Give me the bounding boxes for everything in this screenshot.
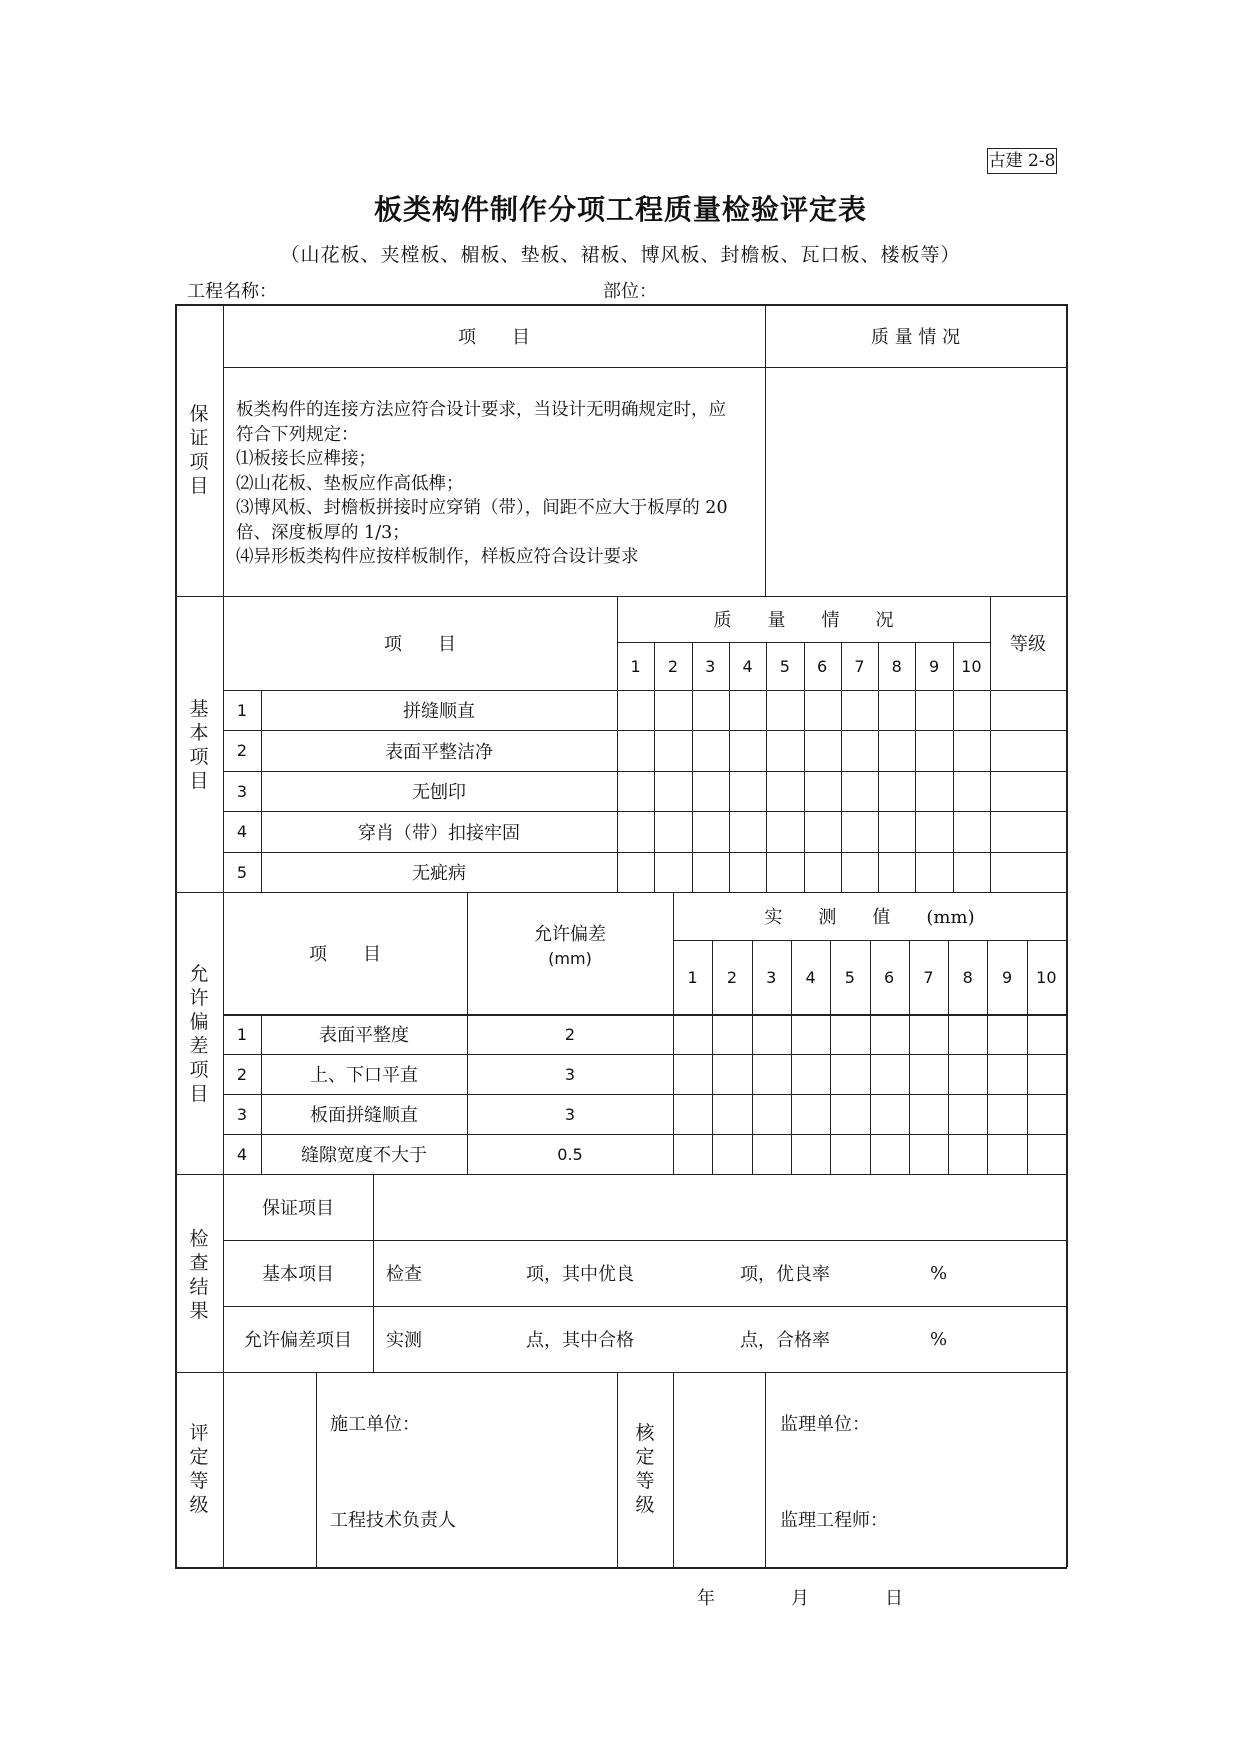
tech-lead-label: 工程技术负责人: [330, 1510, 456, 1531]
form-code: 古建 2-8: [987, 148, 1057, 174]
tolerance-row-value: 3: [564, 1104, 576, 1124]
tolerance-col-label: 2: [726, 967, 738, 987]
date-year: 年: [697, 1588, 715, 1609]
basic-col-label: 1: [630, 656, 641, 676]
basic-col-label: 7: [854, 656, 865, 676]
tolerance-section-label: 允 许 偏 差 项 目: [189, 963, 209, 1105]
date-month: 月: [791, 1588, 809, 1609]
tolerance-row-name: 缝隙宽度不大于: [301, 1145, 427, 1166]
assessment-section-label: 评 定 等 级: [189, 1422, 209, 1516]
tolerance-col-label: 8: [962, 967, 973, 987]
results-basic-label: 基本项目: [262, 1264, 334, 1285]
results-guarantee-label: 保证项目: [262, 1198, 334, 1219]
results-tolerance-measured: 实测: [386, 1330, 422, 1351]
requirement-line: ⑵山花板、垫板应作高低榫；: [236, 473, 464, 494]
tolerance-col-label: 5: [844, 967, 855, 987]
tolerance-col-label: 10: [1036, 967, 1057, 987]
guarantee-section-label: 保 证 项 目: [189, 403, 209, 497]
basic-col-label: 10: [961, 656, 982, 676]
project-name-label: 工程名称：: [187, 281, 277, 302]
results-tolerance-rate: 点，合格率: [740, 1330, 830, 1351]
tolerance-col-label: 1: [687, 967, 698, 987]
basic-row-name: 无刨印: [412, 782, 466, 803]
basic-item-header: 项 目: [384, 634, 456, 655]
tolerance-allow-header: 允许偏差: [534, 924, 606, 945]
results-tolerance-pass: 点，其中合格: [526, 1330, 634, 1351]
basic-row-number: 1: [236, 700, 248, 720]
results-basic-rate: 项，优良率: [740, 1264, 830, 1285]
tolerance-row-number: 2: [236, 1064, 248, 1084]
basic-row-number: 3: [236, 781, 248, 801]
tolerance-col-label: 7: [923, 967, 934, 987]
tolerance-row-value: 2: [564, 1024, 576, 1044]
tolerance-col-label: 4: [805, 967, 816, 987]
basic-col-label: 4: [742, 656, 753, 676]
tolerance-item-header: 项 目: [309, 944, 381, 965]
tolerance-row-number: 4: [236, 1144, 248, 1164]
verify-grade-label: 核 定 等 级: [635, 1422, 655, 1516]
basic-row-name: 无疵病: [412, 863, 466, 884]
basic-row-name: 拼缝顺直: [403, 701, 475, 722]
results-basic-check: 检查: [386, 1264, 422, 1285]
requirement-line: ⑷异形板类构件应按样板制作，样板应符合设计要求: [236, 547, 639, 567]
basic-section-label: 基 本 项 目: [189, 698, 209, 792]
location-label: 部位：: [603, 281, 657, 302]
results-section-label: 检 查 结 果: [189, 1228, 209, 1322]
construction-unit-label: 施工单位：: [330, 1414, 420, 1435]
tolerance-row-value: 3: [564, 1064, 576, 1084]
basic-col-label: 8: [891, 656, 902, 676]
results-tolerance-label: 允许偏差项目: [244, 1330, 352, 1351]
requirement-line: 板类构件的连接方法应符合设计要求，当设计无明确规定时，应: [236, 400, 726, 420]
guarantee-item-header: 项 目: [458, 326, 530, 348]
results-tolerance-percent: %: [930, 1328, 948, 1350]
basic-col-label: 5: [779, 656, 790, 676]
tolerance-row-number: 3: [236, 1104, 248, 1124]
tolerance-row-name: 表面平整度: [319, 1025, 409, 1046]
form-title: 板类构件制作分项工程质量检验评定表: [373, 193, 867, 226]
guarantee-quality-header: 质 量 情 况: [870, 326, 961, 348]
basic-row-number: 4: [236, 822, 248, 841]
tolerance-row-number: 1: [236, 1024, 248, 1044]
basic-col-label: 6: [817, 656, 828, 676]
tolerance-measured-header: 实 测 值 (mm): [764, 907, 975, 928]
requirement-line: ⑴板接长应榫接；: [236, 449, 376, 469]
requirement-line: 倍、深度板厚的 1/3；: [236, 522, 410, 543]
results-basic-percent: %: [930, 1262, 948, 1284]
date-day: 日: [885, 1588, 903, 1609]
form-subtitle: （山花板、夹樘板、楣板、垫板、裙板、博风板、封檐板、瓦口板、楼板等）: [280, 244, 961, 266]
basic-col-label: 2: [667, 656, 679, 676]
basic-quality-header: 质 量 情 况: [713, 610, 894, 631]
supervision-unit-label: 监理单位：: [780, 1414, 870, 1435]
supervision-engineer-label: 监理工程师：: [780, 1510, 888, 1531]
tolerance-row-name: 板面拼缝顺直: [310, 1105, 418, 1126]
guarantee-requirements: [236, 398, 728, 570]
basic-row-name: 穿肖（带）扣接牢固: [358, 822, 520, 844]
tolerance-col-label: 3: [766, 967, 777, 987]
tolerance-row-value: 0.5: [557, 1144, 583, 1164]
requirement-line: 符合下列规定：: [236, 424, 359, 445]
tolerance-allow-unit: (mm): [548, 948, 592, 968]
tolerance-col-label: 6: [884, 967, 895, 987]
basic-grade-header: 等级: [1010, 634, 1046, 655]
basic-col-label: 9: [928, 656, 940, 676]
tolerance-row-name: 上、下口平直: [310, 1065, 418, 1086]
basic-row-name: 表面平整洁净: [385, 741, 493, 763]
requirement-line: ⑶博风板、封檐板拼接时应穿销（带），间距不应大于板厚的 20: [236, 498, 728, 518]
basic-col-label: 3: [705, 656, 716, 676]
basic-row-number: 5: [236, 862, 248, 882]
tolerance-col-label: 9: [1001, 967, 1013, 987]
basic-row-number: 2: [236, 741, 248, 760]
results-basic-excellent: 项，其中优良: [526, 1264, 634, 1285]
